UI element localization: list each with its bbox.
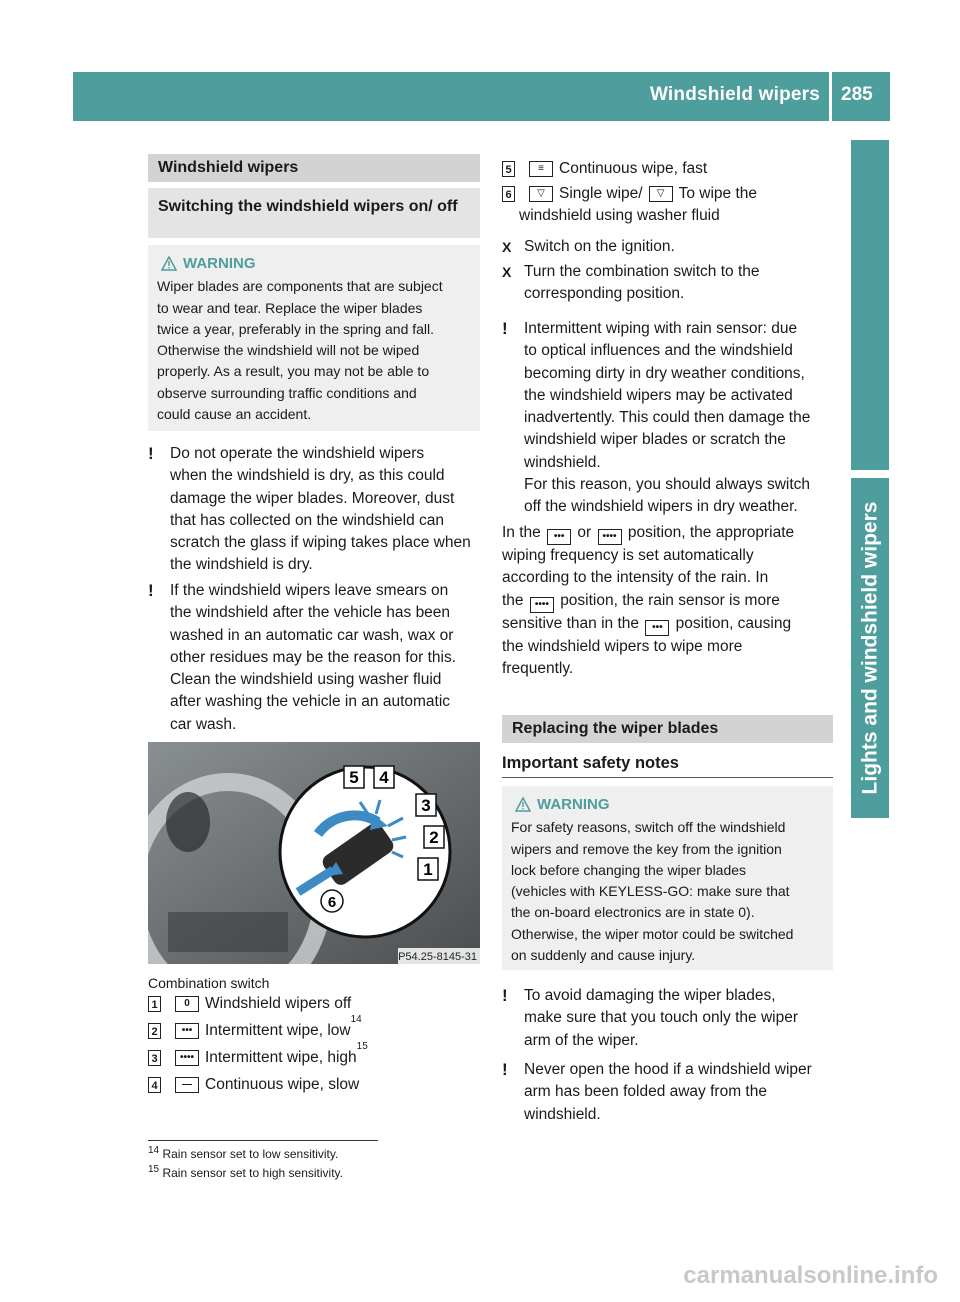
side-tab-text: [851, 478, 889, 818]
warning-heading: [515, 794, 824, 815]
para-text: wiping frequency is set automatically: [502, 547, 754, 565]
note-line: Clean the windshield using washer fluid: [170, 671, 442, 689]
note-mark: !: [502, 1060, 508, 1079]
warning-line: properly. As a result, you may not be able to: [157, 363, 430, 380]
note-line: damage the wiper blades. Moreover, dust: [170, 489, 455, 507]
warning-box: [148, 245, 480, 431]
legend-text: Intermittent wipe, low: [205, 1022, 351, 1039]
note-line: to optical influences and the windshield: [524, 342, 793, 360]
combination-switch-illustration: [148, 742, 480, 964]
warning-line: the on-board electronics are in state 0).: [511, 904, 755, 921]
note-line: To avoid damaging the wiper blades,: [524, 987, 776, 1004]
note-line: windshield.: [524, 453, 601, 471]
para-text: the: [502, 591, 524, 609]
warning-line: could cause an accident.: [157, 406, 312, 423]
note-line: when the windshield is dry, as this could: [170, 467, 445, 485]
note-line: windshield wiper blades or scratch the: [524, 431, 786, 449]
note-line: make sure that you touch only the wiper: [524, 1009, 798, 1027]
warning-line: (vehicles with KEYLESS-GO: make sure that: [511, 883, 790, 900]
legend-text: Continuous wipe, fast: [559, 160, 708, 177]
para-text: according to the intensity of the rain. In: [502, 569, 769, 587]
note-smears: [148, 580, 488, 736]
side-tab-upper: [851, 140, 889, 470]
note-line: If the windshield wipers leave smears on: [170, 582, 449, 599]
warning-line: observe surrounding traffic conditions and: [157, 384, 417, 401]
rain-sensor-paragraph: [502, 522, 842, 681]
note-mark: !: [502, 319, 508, 338]
note-line: arm of the wiper.: [524, 1031, 639, 1049]
note-line: becoming dirty in dry weather conditions,: [524, 364, 805, 382]
note-wiper-blades: [502, 985, 842, 1052]
note-line: after washing the vehicle in an automatic: [170, 693, 451, 711]
page-number: 285: [841, 84, 873, 105]
note-line: Intermittent wiping with rain sensor: due: [524, 320, 798, 337]
wiper-off-icon: 0: [175, 996, 199, 1012]
header-title: Windshield wipers: [649, 84, 820, 105]
intermittent-high-icon: ••••: [175, 1050, 199, 1066]
para-text: position, the rain sensor is more: [560, 591, 780, 609]
note-line: car wash.: [170, 715, 237, 733]
legend-item-1: [148, 993, 351, 1015]
callout-4: 4: [379, 768, 389, 787]
note-line: that has collected on the windshield can: [170, 511, 445, 529]
legend-text: Single wipe/: [559, 185, 643, 202]
side-tab-label: Lights and windshield wipers: [858, 501, 881, 795]
legend-item-4: [148, 1074, 359, 1096]
intermittent-high-icon: ••••: [530, 597, 554, 613]
header-separator: [829, 72, 832, 121]
note-line: the windshield wipers may be activated: [524, 386, 793, 404]
section-title: Windshield wipers: [148, 154, 480, 182]
legend-item-2: 2 ••• Intermittent wipe, low 14: [148, 1020, 362, 1042]
footnote-text: Rain sensor set to low sensitivity.: [162, 1147, 339, 1161]
figure-caption: Combination switch: [148, 975, 270, 991]
warning-line: Wiper blades are components that are subject: [157, 278, 443, 295]
washer-fluid-icon: ▽: [649, 186, 673, 202]
watermark: carmanualsonline.info: [683, 1262, 938, 1289]
subheading-rule: [502, 777, 833, 778]
subsection-title: Switching the windshield wipers on/ off: [148, 188, 480, 238]
warning-line: to wear and tear. Replace the wiper blades: [157, 299, 423, 316]
note-line: washed in an automatic car wash, wax or: [170, 626, 454, 644]
legend-text: To wipe the: [678, 185, 757, 202]
note-line: windshield.: [524, 1105, 601, 1123]
warning-triangle-icon: [161, 256, 177, 271]
callout-1: 1: [423, 860, 433, 879]
para-text: frequently.: [502, 660, 574, 678]
note-line: arm has been folded away from the: [524, 1083, 767, 1101]
step-marker: X: [502, 239, 512, 255]
callout-6: 6: [327, 894, 337, 911]
warning-heading: [161, 253, 471, 274]
note-line: Never open the hood if a windshield wiper: [524, 1061, 812, 1078]
note-line: the windshield after the vehicle has been: [170, 604, 451, 622]
legend-text: Intermittent wipe, high: [205, 1049, 357, 1066]
footnote-15: [148, 1165, 343, 1181]
note-rain-sensor: [502, 318, 842, 519]
para-text: sensitive than in the: [502, 614, 640, 632]
warning-line: Otherwise the windshield will not be wiped: [157, 342, 420, 359]
instruction-step: [502, 236, 842, 258]
legend-number: 1: [148, 996, 161, 1012]
warning-line: Otherwise, the wiper motor could be switched: [511, 925, 794, 942]
legend-number: 4: [148, 1077, 161, 1093]
step-marker: X: [502, 264, 512, 280]
intermittent-high-icon: ••••: [598, 529, 622, 545]
combination-switch-figure: [148, 742, 480, 964]
legend-number: 2: [148, 1023, 161, 1039]
footnote-14: [148, 1146, 338, 1162]
legend-number: 6: [502, 186, 515, 202]
callout-5: 5: [349, 768, 359, 787]
intermittent-low-icon: •••: [645, 620, 669, 636]
step-line: Turn the combination switch to the: [524, 263, 760, 280]
warning-line: For safety reasons, switch off the windshield: [511, 819, 786, 836]
warning-triangle-icon: [515, 797, 531, 812]
legend-text: Continuous wipe, slow: [205, 1076, 360, 1093]
callout-3: 3: [421, 796, 431, 815]
legend-item-6: [502, 183, 842, 228]
footnote-number: 14: [148, 1145, 160, 1156]
note-mark: !: [502, 986, 508, 1005]
warning-box-2: [502, 786, 833, 970]
note-mark: !: [148, 581, 154, 600]
para-text: position, causing: [675, 614, 792, 632]
para-text: the windshield wipers to wipe more: [502, 638, 743, 656]
warning-title: WARNING: [537, 796, 610, 813]
para-text: position, the appropriate: [627, 524, 795, 541]
note-line: For this reason, you should always switch: [524, 476, 811, 494]
single-wipe-icon: ▽: [529, 186, 553, 202]
legend-number: 5: [502, 161, 515, 177]
warning-title: WARNING: [183, 255, 256, 272]
note-line: Do not operate the windshield wipers: [170, 445, 425, 462]
note-line: other residues may be the reason for this.: [170, 648, 457, 666]
note-line: scratch the glass if wiping takes place when: [170, 534, 471, 552]
para-text: or: [577, 524, 592, 541]
legend-text: Windshield wipers off: [205, 995, 352, 1012]
note-mark: !: [148, 444, 154, 463]
continuous-fast-icon: ≡: [529, 161, 553, 177]
figure-reference: P54.25-8145-31: [398, 951, 477, 963]
footnote-number: 15: [148, 1164, 160, 1175]
section-title-replacing: Replacing the wiper blades: [502, 715, 833, 743]
continuous-slow-icon: —: [175, 1077, 199, 1093]
note-line: the windshield is dry.: [170, 556, 313, 574]
para-text: In the: [502, 524, 541, 541]
step-line: Switch on the ignition.: [524, 238, 675, 255]
legend-text: windshield using washer fluid: [519, 207, 720, 225]
note-line: off the windshield wipers in dry weather.: [524, 498, 798, 516]
step-line: corresponding position.: [524, 285, 685, 303]
intermittent-low-icon: •••: [547, 529, 571, 545]
instruction-step: [502, 261, 842, 306]
intermittent-low-icon: •••: [175, 1023, 199, 1039]
warning-line: wipers and remove the key from the ignition: [511, 840, 782, 857]
legend-item-3: 3 •••• Intermittent wipe, high 15: [148, 1047, 368, 1069]
warning-line: on suddenly and cause injury.: [511, 947, 696, 964]
note-dry-windshield: [148, 443, 488, 577]
footnote-text: Rain sensor set to high sensitivity.: [162, 1166, 343, 1180]
footnote-rule: [148, 1140, 378, 1141]
subheading-safety: Important safety notes: [502, 754, 679, 772]
legend-item-5: [502, 158, 707, 180]
note-line: inadvertently. This could then damage the: [524, 409, 811, 427]
note-hood: [502, 1059, 842, 1126]
callout-2: 2: [429, 828, 439, 847]
legend-number: 3: [148, 1050, 161, 1066]
warning-line: twice a year, preferably in the spring and fall.: [157, 320, 435, 337]
warning-line: lock before changing the wiper blades: [511, 861, 747, 878]
